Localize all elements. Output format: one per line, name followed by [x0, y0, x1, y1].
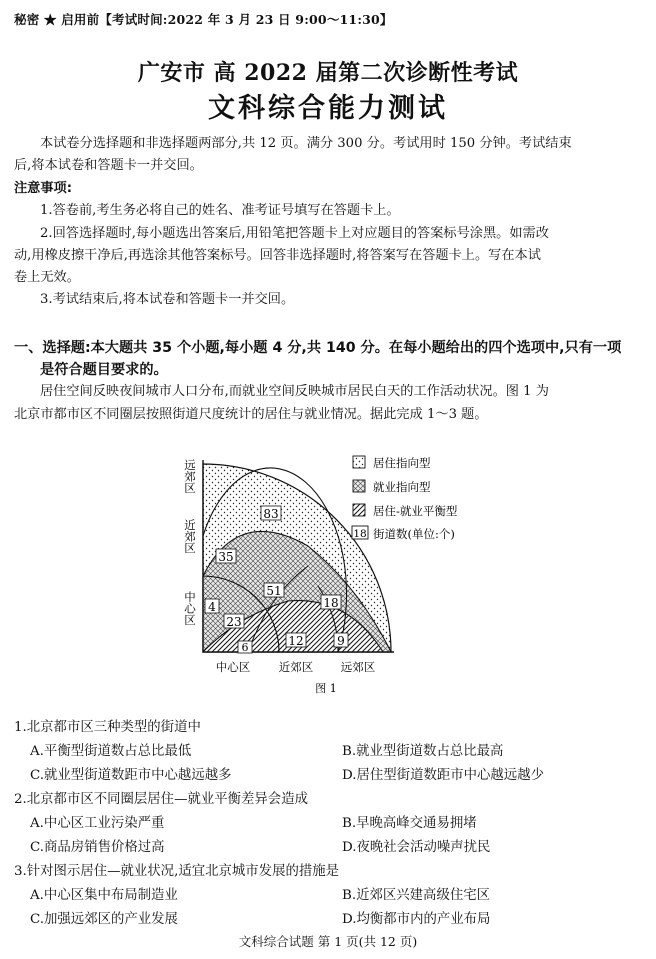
question-2-option-c[interactable]: C.商品房销售价格过高	[30, 840, 165, 855]
question-1-option-a[interactable]: A.平衡型街道数占总比最低	[30, 744, 192, 759]
question-1-option-c[interactable]: C.就业型街道数距市中心越远越多	[30, 768, 232, 783]
legend-sample-number: 18	[353, 528, 367, 540]
x-axis-label-near: 近郊区	[278, 660, 314, 674]
question-3-option-c[interactable]: C.加强远郊区的产业发展	[30, 912, 178, 927]
question-3-option-b[interactable]: B.近郊区兴建高级住宅区	[342, 888, 491, 903]
question-3-stem: 3.针对图示居住—就业状况,适宜北京城市发展的措施是	[14, 864, 340, 879]
y-axis-label-center: 中心区	[183, 590, 197, 626]
legend-employment: 就业指向型	[373, 480, 431, 494]
notice-title: 注意事项:	[14, 181, 73, 196]
figure-caption: 图 1	[315, 682, 337, 695]
legend-residential: 居住指向型	[373, 456, 431, 470]
question-2-option-a[interactable]: A.中心区工业污染严重	[30, 816, 165, 831]
notice-item-3: 3.考试结束后,将本试卷和答题卡一并交回。	[40, 292, 295, 307]
question-2-option-d[interactable]: D.夜晚社会活动噪声扰民	[342, 840, 491, 855]
value-6: 6	[241, 641, 249, 654]
notice-item-1: 1.答卷前,考生务必将自己的姓名、准考证号填写在答题卡上。	[40, 203, 400, 218]
passage-line-1: 居住空间反映夜间城市人口分布,而就业空间反映城市居民白天的工作活动状况。图 1 为	[40, 384, 549, 399]
notice-item-2: 2.回答选择题时,每小题选出答案后,用铅笔把答题卡上对应题目的答案标号涂黑。如需改	[40, 226, 549, 241]
intro-line-1: 本试卷分选择题和非选择题两部分,共 12 页。满分 300 分。考试用时 150 分钟。考试结束	[40, 136, 572, 151]
value-35: 35	[218, 550, 234, 564]
question-2-option-b[interactable]: B.早晚高峰交通易拥堵	[342, 816, 477, 831]
value-9: 9	[337, 634, 345, 648]
intro-line-2: 后,将本试卷和答题卡一并交回。	[14, 158, 203, 173]
value-23: 23	[226, 615, 242, 629]
figure-1-diagram	[178, 436, 498, 698]
notice-item-2-end: 卷上无效。	[14, 270, 80, 285]
section-heading-cont: 是符合题目要求的。	[40, 362, 168, 378]
exam-title: 广安市 高 2022 届第二次诊断性考试	[137, 60, 519, 86]
exam-subject-title: 文科综合能力测试	[208, 93, 448, 124]
value-83: 83	[263, 507, 279, 521]
question-3-option-d[interactable]: D.均衡都市内的产业布局	[342, 912, 491, 927]
passage-line-2: 北京市都市区不同圈层按照街道尺度统计的居住与就业情况。据此完成 1～3 题。	[14, 407, 488, 422]
question-2-stem: 2.北京都市区不同圈层居住—就业平衡差异会造成	[14, 792, 308, 807]
question-1-option-d[interactable]: D.居住型街道数距市中心越远越少	[342, 768, 544, 783]
value-18: 18	[323, 596, 339, 610]
question-1-stem: 1.北京都市区三种类型的街道中	[14, 720, 201, 735]
page-footer: 文科综合试题 第 1 页(共 12 页)	[238, 934, 418, 949]
value-12: 12	[288, 634, 304, 648]
legend-balanced: 居住-就业平衡型	[373, 504, 458, 518]
notice-item-2-cont: 动,用橡皮擦干净后,再选涂其他答案标号。回答非选择题时,将答案写在答题卡上。写在本试	[14, 248, 541, 263]
value-51: 51	[266, 584, 282, 598]
x-axis-label-center: 中心区	[215, 660, 251, 674]
x-axis-label-far: 远郊区	[340, 660, 376, 674]
legend-street-count: 街道数(单位:个)	[373, 527, 455, 541]
exam-time-header: 秘密 ★ 启用前【考试时间:2022 年 3 月 23 日 9:00～11:30】	[14, 12, 393, 27]
question-1-option-b[interactable]: B.就业型街道数占总比最高	[342, 744, 504, 759]
section-heading: 一、选择题:本大题共 35 个小题,每小题 4 分,共 140 分。在每小题给出的四个选项中,只有一项	[14, 340, 622, 356]
y-axis-label-near: 近郊区	[183, 518, 197, 554]
value-4: 4	[208, 600, 216, 614]
y-axis-label-far: 远郊区	[183, 458, 197, 494]
question-3-option-a[interactable]: A.中心区集中布局制造业	[30, 888, 178, 903]
